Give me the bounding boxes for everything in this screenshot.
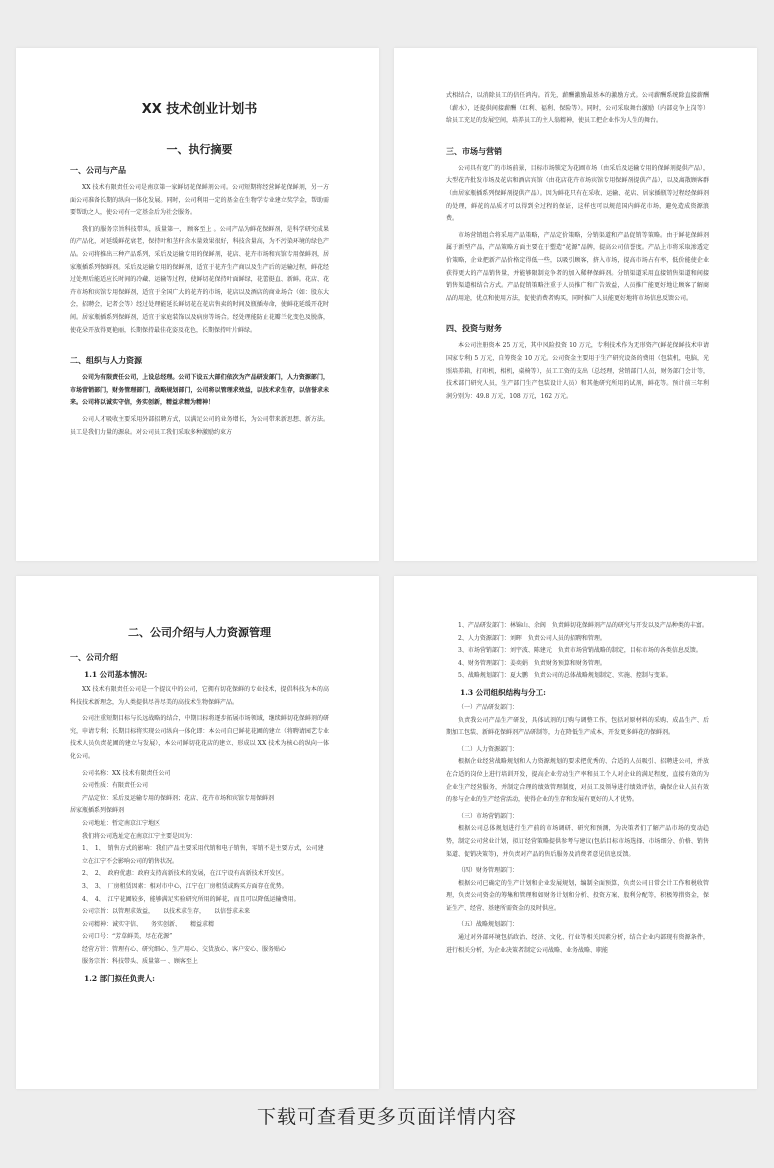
paragraph-bold: 公司为有限责任公司，上设总经理。公司下设五大部们依次为产品研发部门，人力资源部门，市场营销部门，财务管理部门，战略规划部门，公司将以管理求效益，以技术求生存，以信誉求未来。公司将以诚实守信，务实创新，精益求精为精神！ [70, 374, 329, 407]
list-item: 4、财务管理部门：姜奕娟 负责财务预算和财务管理。 [458, 659, 606, 667]
info-line: 公司宗旨：以管理求效益， 以技术求生存， 以信誉求未来 [82, 908, 251, 916]
list-item: 3、 3、 厂房租赁因素：相对市中心，江宁在厂房租赁或购买方面存在优势。 [82, 882, 288, 890]
list-item: 1、 1、 销售方式的影响：我们产品主要采用代销和电子销售，零销不是主要方式，公司建立在江宁不会影响公司的销售状况。 [82, 845, 324, 865]
list-item: 5、战略规划部门：夏大鹏 负责公司的总体战略规划制定、实施、控制与变革。 [458, 672, 672, 680]
paragraph: 本公司注册资本 25 万元，其中风险投资 10 万元，专利技术作为无形资产(鲜花保鲜技术申请国家专利) 5 万元，自筹资金 10 万元。公司资金主要用于生产研究设备的费用（包装机，电脑，光照培养箱，打印机，相机，桌椅等），员工工资的支出（总经理，营销部门人员，财务部门会计等，技术部门研究人员，生产部门生产包装设计人员）和其他研究所用的试剂，鲜花等。预计前三年利润分别为：49.8 万元，108 万元，162 万元。 [446, 342, 709, 400]
heading-finance: 四、投资与财务 [446, 324, 502, 334]
paragraph: 通过对外部环境包括政治、经济、文化、行业等相关因素分析，结合企业内部现有资源条件，进行相关分析，为企业决策者制定公司战略、业务战略、职能 [446, 934, 709, 954]
document-page-4 [394, 576, 757, 1089]
info-line: 公司地址：暂定南京江宁地区 [82, 819, 161, 827]
info-line: 经营方针：管理有心、研究细心、生产用心、交货放心、客户安心、服务贴心 [82, 945, 287, 953]
heading-department-heads: 1.2 部门拟任负责人: [84, 974, 155, 984]
paragraph: 负责我公司产品生产研发，具体试剂的订购与调整工作，包括对原材料的采购、成品生产、后期加工包装、新鲜花保鲜剂产品研制等，力在降低生产成本，开发更多鲜花的保鲜剂。 [446, 716, 709, 737]
sub-heading: （四）财务管理部门： [458, 867, 519, 875]
paragraph: 根据公司总体规划进行生产前的市场调研、研究和预测，为决策者们了解产品市场的变动趋势，制定公司营业计划，拟订经营策略提供参考与建议(包括目标市场选择、市场细分、价格、销售渠道、促销决策等)，并负责对产品的售后服务及消费者意见信息反馈。 [446, 825, 709, 858]
heading-company-product: 一、公司与产品 [70, 166, 126, 175]
paragraph: XX 技术有限责任公司是南京第一家鲜切花保鲜剂公司。公司短期将经营鲜花保鲜剂，另一方面公司准备长期的纵向一体化发展。同时，公司利用一定的基金在生物学专业建立奖学金，帮助需要帮助之人，使公司有一定基金后为社会服务。 [70, 184, 329, 217]
info-line: 我们将公司选址定在南京江宁主要是因为： [82, 832, 197, 840]
info-line: 居家瓶插系列保鲜剂 [70, 807, 125, 815]
paragraph: 我们的服务宗旨科技带头，质量第一， 顾客至上 。公司产品为鲜花保鲜剂，是科学研究成果的产品化，对延缓鲜花衰老，保持叶和茎秆含水量效果很好，科技含量高，为不污染环境的绿色产品。公司将推出三种产品系列，采后及运输专用的保鲜剂，花店、花卉市场和宾馆专用保鲜剂，居家瓶插系列保鲜剂。采后及运输专用的保鲜剂，适宜于花卉生产商以及生产后的运输过程，鲜花经过处理后能适应长时间的冷藏、运输等过程，使鲜切花保持叶面鲜绿，花蕾挺直、新鲜。花店、花卉市场和宾馆专用保鲜剂，适宜于全国广大的花卉的市场，花店以及酒店的商业场合（如：股东大会，招聘会，记者会等）经过处理能延长鲜切花在花店售卖的时间及瓶插寿命，使鲜花延缓开花时间。居家瓶插系列保鲜剂，适宜于家庭装饰以及病房等场合。经处理能防止花瓣兰化变色及脱落，使花朵开放得更艳丽，长期保持最佳花姿及花色，长期保持叶片鲜绿。 [70, 225, 329, 334]
heading-basic-info: 1.1 公司基本情况: [84, 670, 148, 679]
document-page-3 [16, 576, 379, 1089]
paragraph: 式相结合，以消除员工的信任鸿沟。首先，薪酬激励最基本的激励方式。公司薪酬系统除直接薪酬（薪水），还提供间接薪酬（红利、福利、保险等）。同时，公司采取舞台激励（内部竞争上岗等）给员工充足的发展空间，培养员工的主人翁精神，使员工把企业作为人生的舞台。 [446, 92, 709, 125]
list-item: 2、 2、 政府优惠：政府支持高新技术的发展，在江宁设有高新技术开发区。 [82, 870, 288, 878]
footer-caption[interactable]: 下载可查看更多页面详情内容 [256, 1106, 517, 1128]
info-line: 公司精神：诚实守信、 务实创新、 精益求精 [82, 920, 215, 928]
heading-org-structure: 1.3 公司组织结构与分工: [460, 687, 546, 697]
list-item: 4、 4、 江宁花圃较多，能够满足实验研究所用的鲜花，而且可以降低运输费用。 [82, 895, 300, 903]
heading-organization: 二、组织与人力资源 [70, 356, 142, 366]
document-page-2 [394, 48, 757, 561]
heading-company-intro: 一、公司介绍 [70, 653, 118, 662]
list-item: 1、产品研发部门：林锦山、余阆 负责鲜切花保鲜剂产品的研究与开发以及产品种类的丰富。 [458, 622, 708, 629]
document-title: XX 技术创业计划书 [141, 102, 258, 117]
paragraph: 公司注重短期目标与长远战略的结合，中期目标将逐步拓展市场领域，继续鲜切花保鲜剂的研究，申请专利；长期目标将实现公司纵向一体化即：本公司自已鲜花花圃的建立（将聘请园艺专业技术人员负责花圃的建立与发展），本公司鲜切花花店的建立、形成以 XX 技术为核心的纵向一体化公司。 [70, 715, 329, 760]
section-title-executive-summary: 一、执行摘要 [166, 143, 233, 156]
info-line: 公司名称：XX 技术有限责任公司 [82, 769, 171, 777]
info-line: 产品定位：采后及运输专用的保鲜剂；花店、花卉市场和宾馆专用保鲜剂 [82, 794, 275, 802]
info-line: 公司性质：有限责任公司 [82, 782, 149, 790]
document-page-1 [16, 48, 379, 561]
paragraph: 公司具有宽广的市场前景，目标市场锁定为花圃市场（由采后及运输专用的保鲜剂提供产品），大型花卉批发市场及花店和酒店宾馆（由花店花卉市场宾馆专用保鲜剂提供产品），以及离散顾客群（由居家瓶插系列保鲜剂提供产品）。因为鲜花只有在采收、运输、花店、居家插瓶等过程经保鲜剂的处理，鲜花的品质才可以得到全过程的保证，这样也可以规范国内鲜花市场，避免造成资源浪费。 [446, 164, 709, 223]
list-item: 3、市场营销部门：刘宇波、陈建元 负责市场营销战略的制定，目标市场的各类信息反馈。 [458, 647, 702, 655]
paragraph: 公司人才吸收主要采用外部招聘方式，以满足公司的业务增长，为公司带来新思想、新方法。员工是我们力量的源泉。对公司员工我们采取多种激励约束方 [70, 415, 329, 436]
paragraph: XX 技术有限责任公司是一个提议中的公司，它拥有切花保鲜的专业技术，提倡科技为本的高科技技术新理念，为人类提供尽善尽美的高技术生物保鲜产品。 [70, 686, 329, 706]
sub-heading: （一）产品研发部门： [458, 703, 519, 711]
list-item: 2、人力资源部门：刘晖 负责公司人员的招聘和管理。 [458, 634, 606, 642]
paragraph: 市场营销组合将采用产品策略，产品定价策略，分销渠道和产品促销等策略。由于鲜花保鲜剂属于新型产品，产品策略方面主要在于塑造“花源”品牌，提高公司信誉度。产品上市将采取渗透定价策略，企业把新产品价格定得低一些，以吸引顾客，挤入市场，提高市场占有率，低价能使企业获得更大的产品销售量，并能够限制竞争者的加入稀释保鲜剂。分销渠道采用直接销售渠道和间接销售渠道相结合方式。产品促销策略注重于人员推广和广告效益，人员推广能更好地让顾客了解商品的用途，优点和使用方法，促使消费者购买，同时推广人员能更好地将市场信息反馈公司。 [446, 231, 709, 302]
section-title-company-intro: 二、公司介绍与人力资源管理 [128, 626, 271, 639]
paragraph: 根据企业经营战略规划和人力资源规划的要求把优秀的、合适的人员吸引、招聘进公司，并放在合适的岗位上进行培训开发，提高企业劳动生产率和员工个人对企业的满足程度，直接有效的为企业生产经营服务，并制定合理的绩效管理制度，对员工及领导进行绩效评估，确保企业人员有效的参与企业的生产经营活动，使得企业的生存和发展有更好的人才优势。 [446, 758, 709, 804]
sub-heading: （二）人力资源部门： [458, 745, 519, 753]
info-line: 服务宗旨：科技带头、质量第一 、顾客至上 [82, 958, 198, 966]
sub-heading: （三）市场营销部门： [458, 812, 519, 820]
sub-heading: （五）战略规划部门： [458, 921, 519, 929]
info-line: 公司口号：“芳草鲜美，尽在花源” [82, 933, 173, 941]
paragraph: 根据公司已确定的生产计划和企业发展规划，编制全面预算，负责公司日常会计工作和税收管理，负责公司资金的筹集和管理和如财务计划和分析、投资方案、股利分配等，积极筹措资金，保证生产、经营、基建所需资金的及时供应。 [446, 879, 709, 912]
heading-market: 三、市场与营销 [446, 146, 502, 156]
